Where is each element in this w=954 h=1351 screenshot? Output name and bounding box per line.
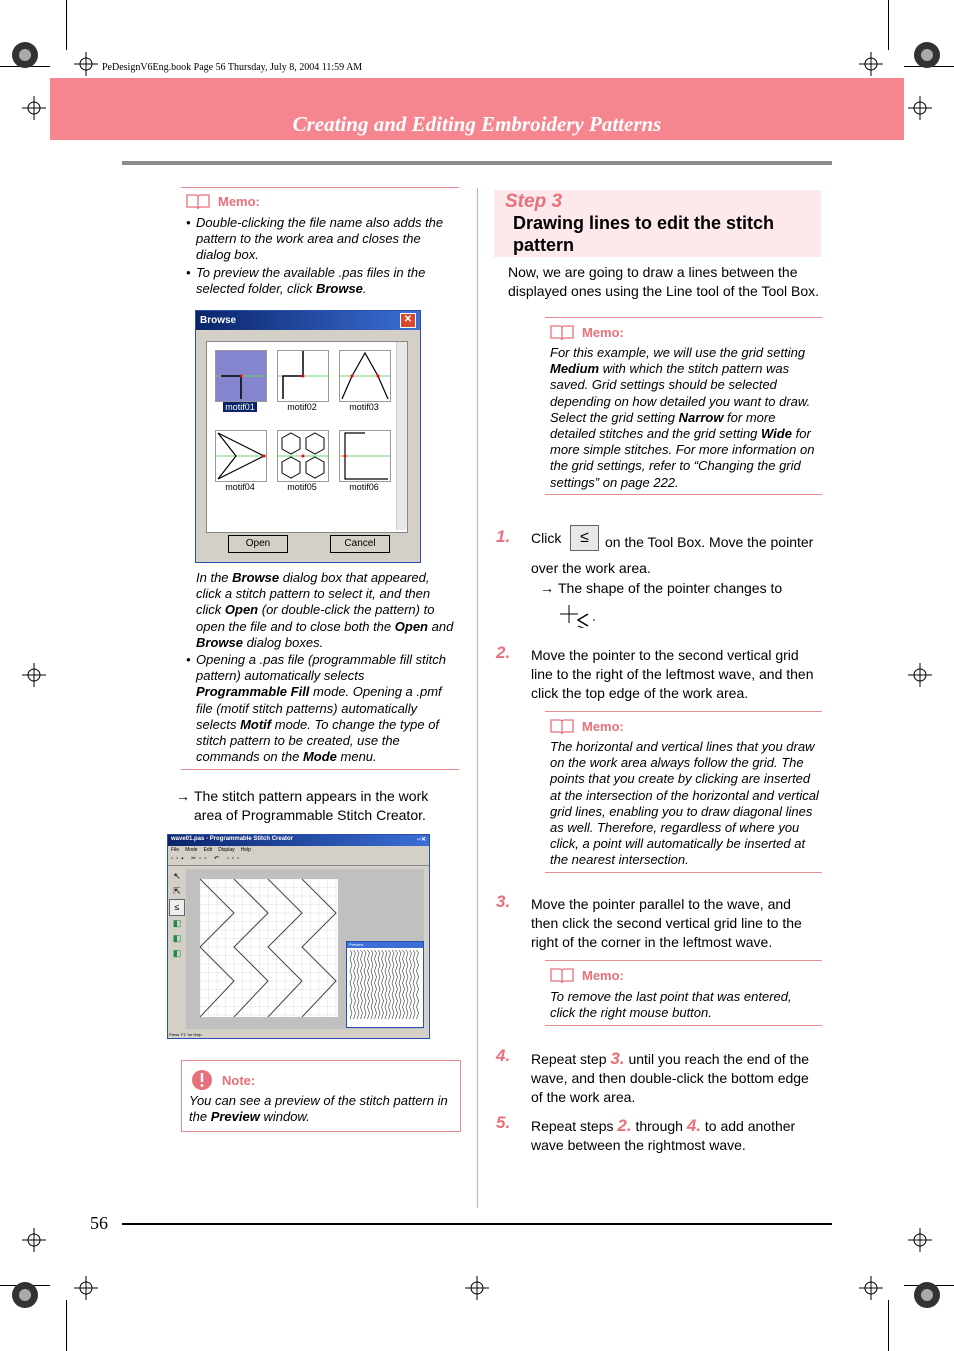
warning-icon bbox=[190, 1069, 214, 1091]
note-heading bbox=[190, 1069, 255, 1091]
crop-mark bbox=[66, 0, 67, 50]
step-reference: 4. bbox=[686, 1116, 702, 1135]
memo-text: For this example, we will use the grid setting Medium with which the stitch pattern was saved. Grid settings should be selected depending on how detailed you want to draw. Select the grid setting Narrow for more detailed stitches and the grid setting Wide for more simple stitches. For more information on the grid settings, refer to “Changing the grid settings” on page 222. bbox=[550, 345, 815, 490]
memo-label: Memo: bbox=[582, 325, 624, 340]
crosshair-icon bbox=[859, 52, 883, 76]
fill-tool-icon[interactable]: ◧ bbox=[172, 933, 182, 943]
memo-bottom-rule bbox=[545, 1025, 822, 1026]
crosshair-icon bbox=[22, 96, 46, 120]
browse-title-bar bbox=[196, 311, 420, 330]
crop-mark bbox=[888, 1300, 889, 1351]
thumbnail-label: motif05 bbox=[287, 482, 317, 492]
memo-bottom-rule bbox=[181, 769, 459, 770]
thumbnail-motif06[interactable] bbox=[339, 430, 391, 482]
crop-mark bbox=[888, 0, 889, 50]
fill-tool-icon[interactable]: ◧ bbox=[172, 948, 182, 958]
open-button[interactable]: Open bbox=[228, 535, 288, 553]
crop-mark bbox=[66, 1300, 67, 1351]
crosshair-icon bbox=[22, 1228, 46, 1252]
psc-window bbox=[167, 834, 430, 1039]
cancel-button[interactable]: Cancel bbox=[330, 535, 390, 553]
memo-top-rule bbox=[181, 187, 459, 188]
thumbnail-motif03[interactable] bbox=[339, 350, 391, 402]
crosshair-icon bbox=[74, 52, 98, 76]
crosshair-icon bbox=[908, 96, 932, 120]
crosshair-icon bbox=[465, 1276, 489, 1300]
step-number: 2. bbox=[496, 643, 511, 662]
crosshair-icon bbox=[859, 1276, 883, 1300]
select-tool-icon[interactable]: ↖ bbox=[173, 871, 181, 881]
browse-instructions: In the Browse dialog box that appeared, click a stitch pattern to select it, and then click Open (or double-click the pattern) to open the file and to close both the Open and Browse dialog boxes. bbox=[196, 570, 454, 650]
intro-text: Now, we are going to draw a lines between the displayed ones using the Line tool of the Tool Box. bbox=[508, 264, 820, 299]
psc-toolbar[interactable]: ▫▫▪ ✂▫▫ ↶ ▫▫▫ bbox=[168, 855, 429, 866]
psc-menu-bar bbox=[168, 846, 429, 855]
thumbnail-motif04[interactable] bbox=[215, 430, 267, 482]
crosshair-icon bbox=[908, 663, 932, 687]
crosshair-icon bbox=[22, 663, 46, 687]
fill-tool-icon[interactable]: ◧ bbox=[172, 918, 182, 928]
menu-item[interactable]: Display bbox=[218, 847, 235, 853]
memo-label: Memo: bbox=[582, 719, 624, 734]
memo-top-rule bbox=[545, 960, 822, 961]
menu-item[interactable]: Edit bbox=[203, 847, 213, 853]
note-box bbox=[181, 1060, 461, 1132]
step-text: Click bbox=[531, 530, 562, 546]
line-tool-icon[interactable]: ≤ bbox=[570, 525, 599, 551]
memo-top-rule bbox=[545, 711, 822, 712]
memo-text: The horizontal and vertical lines that you draw on the work area always follow the grid. The points that you create by clicking are inserted at the intersection of the horizontal and vertical grid lines, enabling you to draw diagonal lines as well. Therefore, regardless of where you click, a point will automatically be inserted at the nearest intersection. bbox=[550, 739, 819, 868]
browse-title: Browse bbox=[200, 315, 237, 326]
browse-thumbnail-pane bbox=[206, 341, 408, 533]
step-label: Step 3 bbox=[505, 191, 563, 212]
memo-book-icon bbox=[186, 193, 210, 210]
note-text: You can see a preview of the stitch pattern in the Preview window. bbox=[189, 1093, 448, 1125]
step-title: Drawing lines to edit the stitch pattern bbox=[513, 213, 775, 255]
result-line: → The shape of the pointer changes to bbox=[540, 580, 783, 596]
memo-bottom-rule bbox=[545, 494, 822, 495]
psc-title: wave01.pas - Programmable Stitch Creator bbox=[171, 836, 294, 842]
memo-label: Memo: bbox=[582, 968, 624, 983]
step-text: Repeat step 3. until you reach the end of the wave, and then double-click the bottom edge of the work area. bbox=[531, 1049, 810, 1105]
arrow-icon: → bbox=[540, 580, 554, 596]
thumbnail-label: motif06 bbox=[349, 482, 379, 492]
bottom-rule bbox=[122, 1223, 832, 1225]
step-text: Move the pointer to the second vertical grid line to the right of the leftmost wave, and then click the top edge of the work area. bbox=[531, 647, 814, 701]
memo-book-icon bbox=[550, 324, 574, 341]
step-number: 1. bbox=[496, 527, 511, 546]
step-number: 3. bbox=[496, 892, 511, 911]
step-reference: 3. bbox=[610, 1049, 625, 1068]
menu-item[interactable]: File bbox=[171, 847, 180, 853]
thumbnail-label: motif03 bbox=[349, 402, 379, 412]
registration-circle-icon bbox=[10, 1280, 40, 1310]
top-rule bbox=[122, 161, 832, 165]
window-controls-icon[interactable]: ▫▫✕ bbox=[416, 837, 426, 843]
step-text: on the Tool Box. Move the pointer over the work area. bbox=[531, 534, 814, 576]
arrow-icon: → bbox=[176, 788, 190, 804]
thumbnail-label: motif01 bbox=[223, 402, 257, 412]
step-number: 4. bbox=[496, 1046, 511, 1065]
memo-bullet: • Double-clicking the file name also adds the pattern to the work area and closes the dialog box. • To preview the available .pas files in the selected folder, click Browse. bbox=[186, 215, 458, 297]
thumbnail-motif05[interactable] bbox=[277, 430, 329, 482]
close-icon[interactable]: ✕ bbox=[400, 313, 416, 328]
psc-toolbox bbox=[169, 869, 185, 1029]
scrollbar[interactable] bbox=[396, 342, 407, 530]
thumbnail-label: motif02 bbox=[287, 402, 317, 412]
step-header bbox=[494, 190, 821, 257]
step-text: Repeat steps 2. through 4. to add another wave between the rightmost wave. bbox=[531, 1116, 796, 1153]
crosshair-icon bbox=[908, 1228, 932, 1252]
psc-title-bar bbox=[168, 835, 429, 846]
step-reference: 2. bbox=[617, 1116, 632, 1135]
thumbnail-label: motif04 bbox=[225, 482, 255, 492]
line-tool-icon[interactable]: ≤ bbox=[169, 899, 185, 916]
thumbnail-motif01[interactable] bbox=[215, 350, 267, 402]
memo-text: To remove the last point that was entered, click the right mouse button. bbox=[550, 989, 792, 1021]
memo-bottom-rule bbox=[545, 872, 822, 873]
registration-circle-icon bbox=[10, 40, 40, 70]
page-title: Creating and Editing Embroidery Patterns bbox=[292, 112, 662, 136]
memo-heading bbox=[550, 324, 624, 341]
result-line: → The stitch pattern appears in the work area of Programmable Stitch Creator. bbox=[176, 788, 429, 823]
memo-bullet-text: To preview the available .pas files in the selected folder, click Browse. bbox=[196, 264, 426, 296]
file-info-line: PeDesignV6Eng.book Page 56 Thursday, July 8, 2004 11:59 AM bbox=[102, 62, 363, 73]
menu-item[interactable]: Mode bbox=[185, 847, 198, 853]
memo-top-rule bbox=[545, 317, 822, 318]
preview-title: Preview bbox=[347, 942, 423, 948]
step-number: 5. bbox=[496, 1113, 511, 1132]
memo-bullet-text: Double-clicking the file name also adds the pattern to the work area and closes the dialog box. bbox=[196, 215, 444, 263]
memo-heading bbox=[550, 967, 624, 984]
browse-dialog bbox=[195, 310, 421, 563]
point-tool-icon[interactable]: ⇱ bbox=[173, 886, 181, 896]
menu-item[interactable]: Help bbox=[240, 847, 251, 853]
preview-pattern bbox=[347, 948, 421, 1024]
column-divider bbox=[477, 188, 478, 1208]
thumbnail-motif02[interactable] bbox=[277, 350, 329, 402]
registration-circle-icon bbox=[912, 40, 942, 70]
page-number: 56 bbox=[90, 1213, 108, 1233]
memo-book-icon bbox=[550, 967, 574, 984]
note-label: Note: bbox=[222, 1072, 256, 1088]
preview-window bbox=[346, 941, 424, 1028]
memo-heading bbox=[550, 718, 624, 735]
memo-bullet-text: Opening a .pas file (programmable fill stitch pattern) automatically selects Programmable Fill mode. Opening a .pmf file (motif stitch patterns) automatically selects Motif mode. To change the type of stitch pattern to be created, use the commands on the Mode menu. bbox=[196, 652, 447, 765]
crosshair-pointer-icon bbox=[558, 602, 598, 633]
memo-heading bbox=[186, 193, 260, 210]
registration-circle-icon bbox=[912, 1280, 942, 1310]
memo-bullet: • Opening a .pas file (programmable fill stitch pattern) automatically selects Programmable Fill mode. Opening a .pmf file (motif stitch patterns) automatically selects Motif mode. To change the type of stitch pattern to be created, use the commands on the Mode menu. bbox=[186, 652, 458, 765]
work-area-grid[interactable] bbox=[200, 879, 338, 1017]
memo-book-icon bbox=[550, 718, 574, 735]
crosshair-icon bbox=[74, 1276, 98, 1300]
psc-work-area-bg bbox=[186, 869, 424, 1029]
memo-label: Memo: bbox=[218, 194, 260, 209]
status-bar: Press 'F1' for Help bbox=[169, 1032, 202, 1037]
step-text: Move the pointer parallel to the wave, and then click the second vertical grid line to the right of the corner in the leftmost wave. bbox=[531, 896, 802, 950]
